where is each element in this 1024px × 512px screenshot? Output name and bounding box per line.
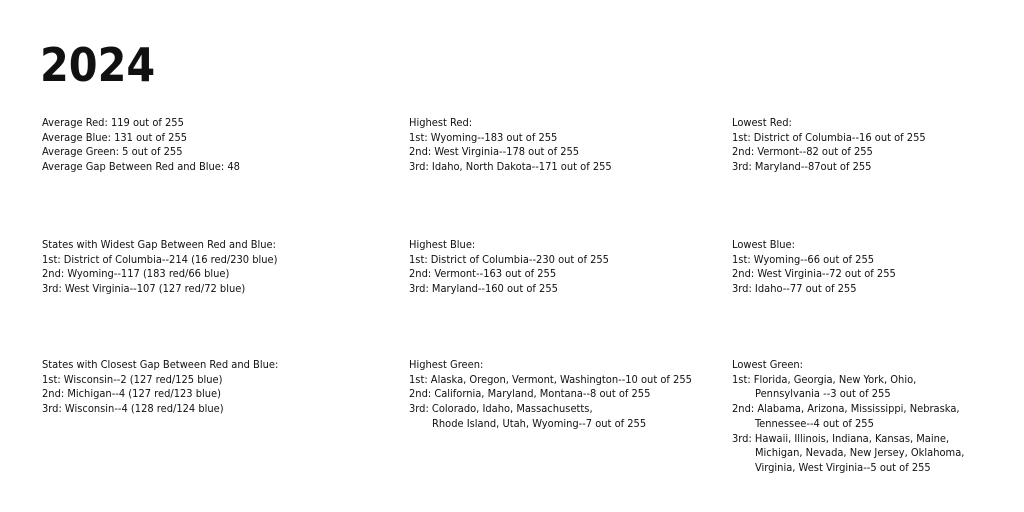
highest-green-block bbox=[409, 358, 692, 432]
rank-line: 2nd: West Virginia--72 out of 255 bbox=[732, 267, 896, 281]
highest-blue-block bbox=[409, 238, 609, 297]
rank-line-continuation: Virginia, West Virginia--5 out of 255 bbox=[755, 460, 931, 474]
section-title: Lowest Red: bbox=[732, 116, 792, 129]
section-title: States with Closest Gap Between Red and Blue: bbox=[42, 358, 279, 371]
rank-line: 1st: District of Columbia--16 out of 255 bbox=[732, 130, 926, 144]
rank-line: 3rd: West Virginia--107 (127 red/72 blue) bbox=[42, 282, 246, 296]
rank-line: 3rd: Idaho--77 out of 255 bbox=[732, 282, 857, 296]
rank-line: 2nd: Vermont--163 out of 255 bbox=[409, 267, 557, 281]
rank-line: 3rd: Wisconsin--4 (128 red/124 blue) bbox=[42, 402, 224, 416]
section-title: Highest Green: bbox=[409, 358, 484, 371]
rank-line: 1st: Florida, Georgia, New York, Ohio, bbox=[732, 372, 917, 386]
rank-line: 2nd: West Virginia--178 out of 255 bbox=[409, 145, 580, 159]
lowest-blue-block bbox=[732, 238, 896, 297]
rank-line: 1st: Wisconsin--2 (127 red/125 blue) bbox=[42, 372, 223, 386]
rank-line: 1st: District of Columbia--230 out of 255 bbox=[409, 252, 609, 266]
rank-line: 2nd: Vermont--82 out of 255 bbox=[732, 145, 873, 159]
rank-line-continuation: Pennsylvania --3 out of 255 bbox=[755, 387, 891, 401]
rank-line-continuation: Rhode Island, Utah, Wyoming--7 out of 255 bbox=[432, 416, 647, 430]
section-title: Highest Blue: bbox=[409, 238, 476, 251]
section-title: Lowest Green: bbox=[732, 358, 804, 371]
rank-line: 2nd: Alabama, Arizona, Mississippi, Nebraska, bbox=[732, 402, 960, 416]
rank-line: 2nd: California, Maryland, Montana--8 out of 255 bbox=[409, 387, 651, 401]
closest-gap-block bbox=[42, 358, 278, 417]
rank-line: 3rd: Idaho, North Dakota--171 out of 255 bbox=[409, 160, 612, 174]
section-title: Lowest Blue: bbox=[732, 238, 795, 251]
rank-line-continuation: Tennessee--4 out of 255 bbox=[755, 416, 874, 430]
rank-line: 3rd: Hawaii, Illinois, Indiana, Kansas, Maine, bbox=[732, 431, 950, 445]
rank-line: 1st: Wyoming--183 out of 255 bbox=[409, 130, 558, 144]
lowest-red-block bbox=[732, 116, 926, 175]
rank-line: 2nd: Wyoming--117 (183 red/66 blue) bbox=[42, 267, 230, 281]
page-title: 2024 bbox=[40, 38, 156, 92]
highest-red-block bbox=[409, 116, 612, 175]
rank-line: 3rd: Maryland--87out of 255 bbox=[732, 160, 872, 174]
average-red: Average Red: 119 out of 255 bbox=[42, 116, 184, 129]
rank-line: 1st: Alaska, Oregon, Vermont, Washington--10 out of 255 bbox=[409, 372, 692, 386]
section-title: Highest Red: bbox=[409, 116, 473, 129]
rank-line: 3rd: Colorado, Idaho, Massachusetts, bbox=[409, 402, 593, 416]
rank-line: 1st: Wyoming--66 out of 255 bbox=[732, 252, 875, 266]
average-green: Average Green: 5 out of 255 bbox=[42, 145, 183, 159]
section-title: States with Widest Gap Between Red and Blue: bbox=[42, 238, 276, 251]
lowest-green-block bbox=[732, 358, 964, 476]
rank-line-continuation: Michigan, Nevada, New Jersey, Oklahoma, bbox=[755, 446, 965, 460]
widest-gap-block bbox=[42, 238, 277, 297]
rank-line: 2nd: Michigan--4 (127 red/123 blue) bbox=[42, 387, 221, 401]
averages-block bbox=[42, 116, 240, 175]
average-blue: Average Blue: 131 out of 255 bbox=[42, 130, 188, 144]
average-gap: Average Gap Between Red and Blue: 48 bbox=[42, 160, 240, 174]
rank-line: 1st: District of Columbia--214 (16 red/230 blue) bbox=[42, 252, 278, 266]
rank-line: 3rd: Maryland--160 out of 255 bbox=[409, 282, 558, 296]
